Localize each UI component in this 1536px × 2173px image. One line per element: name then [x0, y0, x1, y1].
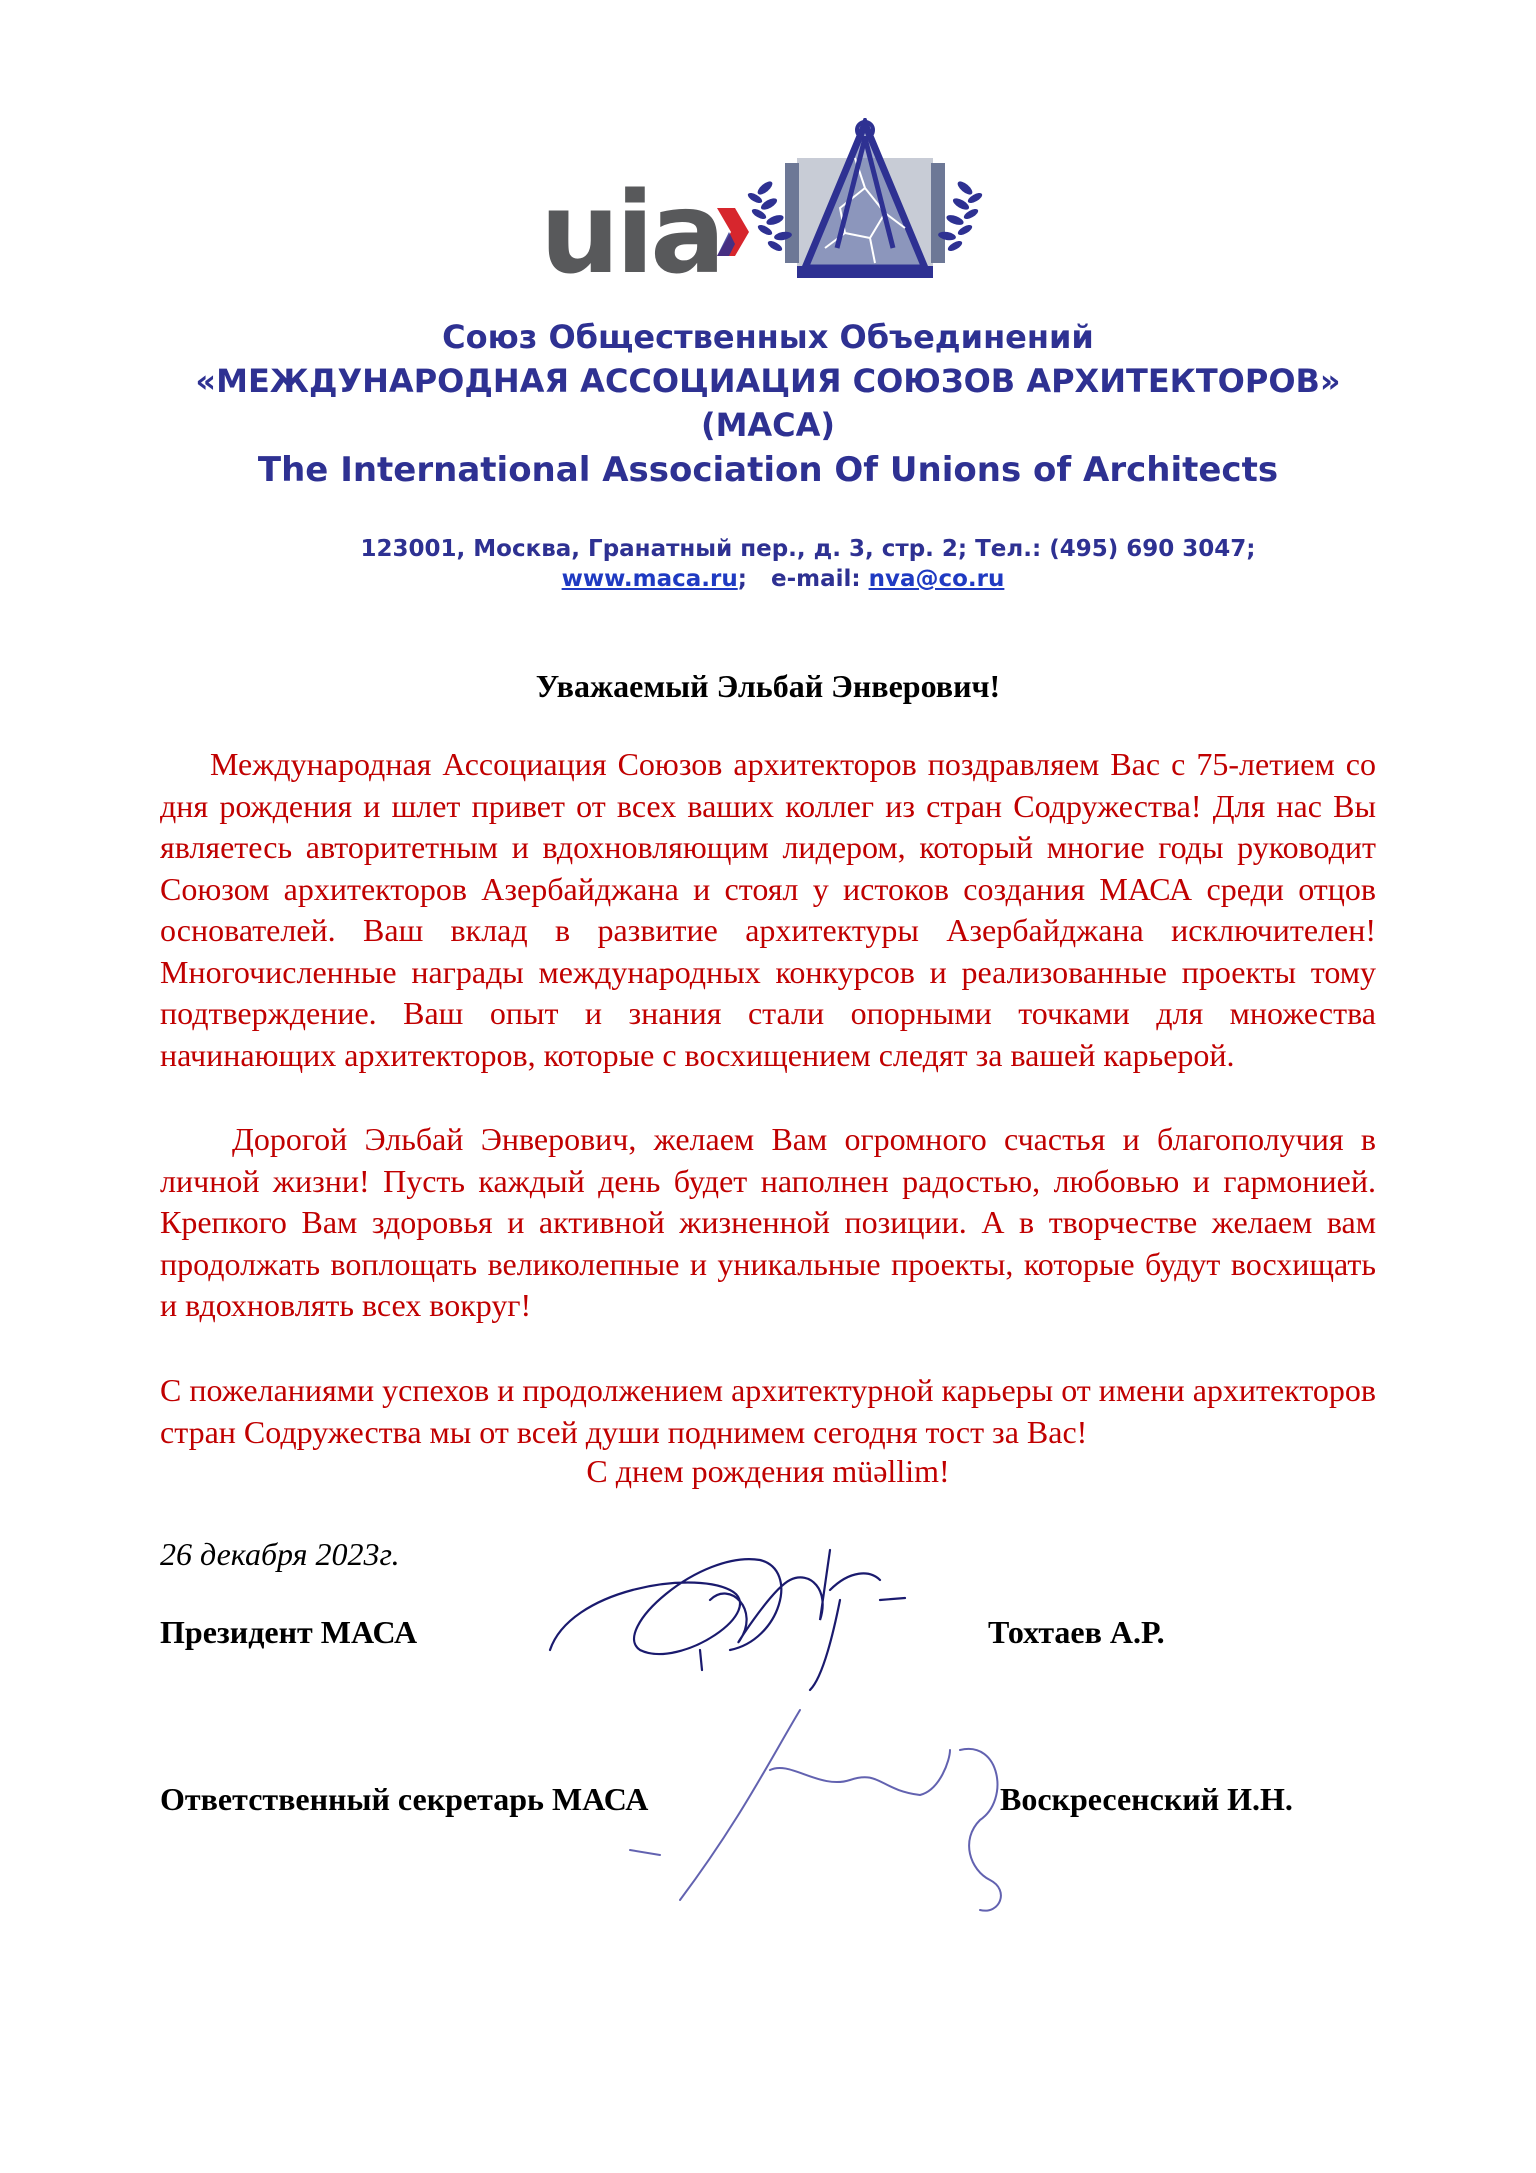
uia-wordmark: uia: [540, 169, 722, 299]
org-name-english: The International Association Of Unions of Architects: [257, 450, 1279, 490]
header-logo: [540, 118, 1000, 299]
org-name-line-1: Союз Общественных Объединений: [442, 318, 1094, 356]
org-address: 123001, Москва, Гранатный пер., д. 3, стр. 2; Тел.: (495) 690 3047;: [360, 536, 1256, 562]
signatory-2-name: Воскресенский И.Н.: [1000, 1781, 1293, 1817]
signatory-1-name: Тохтаев А.Р.: [988, 1614, 1165, 1650]
org-contacts: [0, 566, 1536, 592]
compass-triangle-laurel-emblem-icon: [745, 118, 985, 288]
email-link[interactable]: nva@co.ru: [868, 566, 1005, 592]
president-signature: [530, 1530, 920, 1700]
letter-paragraph-3: С пожеланиями успехов и продолжением архитектурной карьеры от имени архитекторов стран Содружества мы от всей души поднимем сегодня тост за Вас!: [160, 1372, 1376, 1450]
letter-paragraph-2: Дорогой Эльбай Энверович, желаем Вам огромного счастья и благополучия в личной жизни! Пусть каждый день будет наполнен радостью, любовью и гармонией. Крепкого Вам здоровья и активной жизненной позиции. А в творчестве желаем вам продолжать воплощать великолепные и уникальные проекты, которые будут восхищать и вдохновлять всех вокруг!: [160, 1121, 1376, 1323]
letter-paragraph-1: Международная Ассоциация Союзов архитекторов поздравляем Вас с 75-летием со дня рождения и шлет привет от всех ваших коллег из стран Содружества! Для нас Вы являетесь авторитетным и вдохновляющим лидером, который многие годы руководит Союзом архитекторов Азербайджана и стоял у истоков создания МАСА среди отцов основателей. Ваш вклад в развитие архитектуры Азербайджана исключителен! Многочисленные награды международных конкурсов и реализованные проекты тому подтверждение. Ваш опыт и знания стали опорными точками для множества начинающих архитекторов, которые с восхищением следят за вашей карьерой.: [160, 746, 1376, 1073]
org-abbreviation: (МАСА): [700, 406, 836, 444]
letter-closing: С днем рождения müəllim!: [586, 1453, 950, 1489]
org-name-line-2: «МЕЖДУНАРОДНАЯ АССОЦИАЦИЯ СОЮЗОВ АРХИТЕКТОРОВ»: [195, 362, 1341, 400]
letter-date: 26 декабря 2023г.: [160, 1536, 400, 1572]
signatory-2-title: Ответственный секретарь МАСА: [160, 1781, 649, 1817]
email-label: e-mail:: [770, 566, 861, 592]
signatory-1-title: Президент МАСА: [160, 1614, 418, 1650]
website-link[interactable]: www.maca.ru: [561, 566, 738, 592]
uia-logo-text: [540, 169, 722, 299]
website-separator: ;: [737, 566, 747, 592]
letter-greeting: Уважаемый Эльбай Энверович!: [535, 668, 1001, 704]
